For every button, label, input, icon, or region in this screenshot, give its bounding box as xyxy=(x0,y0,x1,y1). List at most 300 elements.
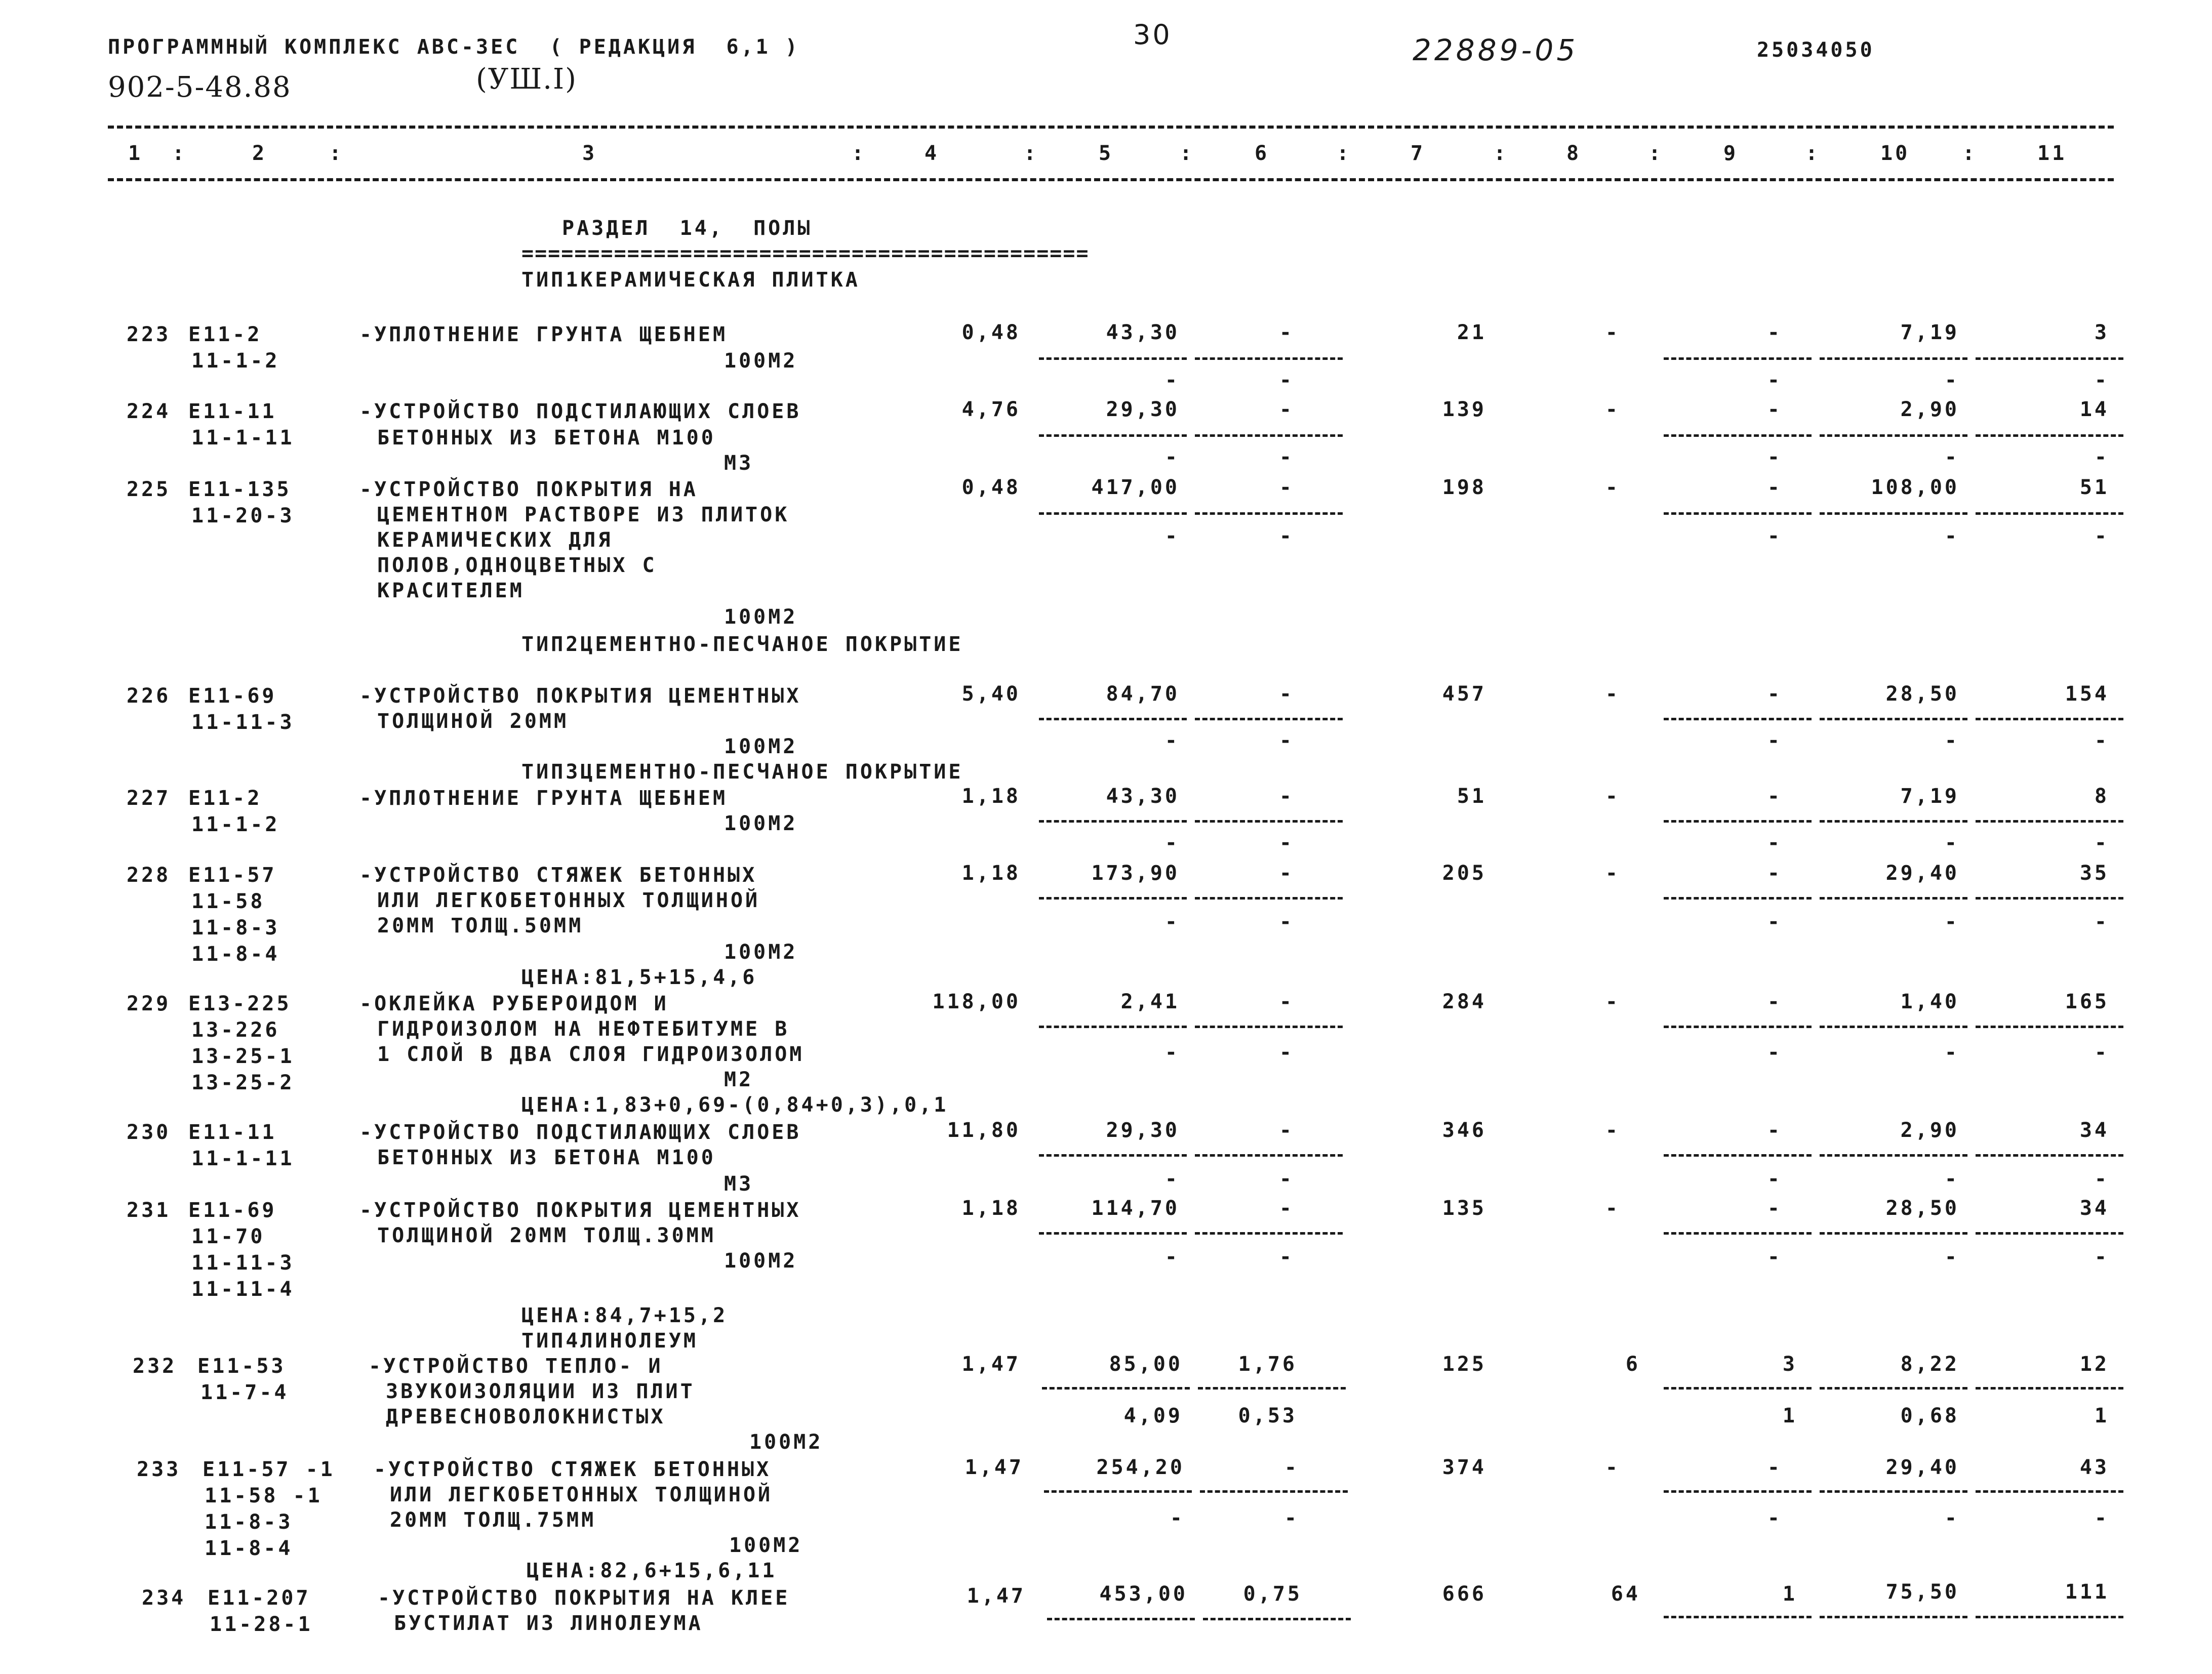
divider xyxy=(1039,820,1187,823)
divider xyxy=(1820,1490,1967,1493)
col-header-2: 2 xyxy=(252,142,267,165)
row-description: -УСТРОЙСТВО ТЕПЛО- И xyxy=(369,1355,663,1378)
row-description: ЗВУКОИЗОЛЯЦИИ ИЗ ПЛИТ xyxy=(386,1380,695,1403)
row-number: 227 xyxy=(127,787,171,810)
row-description: 20ММ ТОЛЩ.50ММ xyxy=(377,914,584,937)
row-c9: - xyxy=(1767,398,1782,421)
row-code: 11-7-4 xyxy=(200,1381,289,1404)
row-quantity: 1,18 xyxy=(961,785,1021,808)
row-sub-c6: - xyxy=(1279,729,1294,752)
divider xyxy=(1976,718,2123,720)
row-c11: 165 xyxy=(2065,990,2109,1013)
row-sub-c5: - xyxy=(1164,729,1180,752)
row-c8: - xyxy=(1605,1197,1620,1220)
row-code: 11-70 xyxy=(191,1225,265,1248)
row-description: БУСТИЛАТ ИЗ ЛИНОЛЕУМА xyxy=(394,1612,703,1635)
row-sub-c10: - xyxy=(1944,831,1959,854)
row-c6: 0,75 xyxy=(1243,1582,1302,1606)
row-code: 11-1-11 xyxy=(191,1147,295,1170)
row-sub-c11: 1 xyxy=(2094,1404,2109,1427)
row-code: 11-11-3 xyxy=(191,711,295,734)
row-description: БЕТОННЫХ ИЗ БЕТОНА М100 xyxy=(377,426,716,450)
divider xyxy=(1664,357,1812,360)
row-sub-c11: - xyxy=(2094,524,2109,548)
row-sub-c9: - xyxy=(1767,910,1782,933)
row-c6: 1,76 xyxy=(1238,1353,1297,1376)
row-c10: 75,50 xyxy=(1885,1580,1959,1604)
row-description: 1 СЛОЙ В ДВА СЛОЯ ГИДРОИЗОЛОМ xyxy=(377,1043,805,1066)
row-sub-c6: - xyxy=(1279,524,1294,548)
row-c6: - xyxy=(1279,1197,1294,1220)
divider xyxy=(1200,1490,1348,1493)
row-c10: 1,40 xyxy=(1900,990,1959,1013)
row-unit: 100М2 xyxy=(724,735,798,758)
col-header-10: 10 xyxy=(1880,142,1910,165)
row-c7: 374 xyxy=(1442,1456,1486,1479)
row-c9: - xyxy=(1767,990,1782,1013)
row-c5: 254,20 xyxy=(1096,1456,1185,1479)
row-c6: - xyxy=(1279,1119,1294,1142)
row-c5: 29,30 xyxy=(1106,398,1180,421)
row-sub-c11: - xyxy=(2094,1506,2109,1530)
row-c7: 135 xyxy=(1442,1197,1486,1220)
row-code: 11-28-1 xyxy=(210,1613,313,1636)
row-number: 228 xyxy=(127,864,171,887)
row-unit: 100М2 xyxy=(724,349,798,373)
row-code: 11-1-2 xyxy=(191,813,280,836)
row-c9: - xyxy=(1767,321,1782,344)
row-sub-c9: 1 xyxy=(1782,1404,1797,1427)
row-c5: 29,30 xyxy=(1106,1119,1180,1142)
row-quantity: 4,76 xyxy=(961,398,1021,421)
row-description: ТОЛЩИНОЙ 20ММ xyxy=(377,710,569,733)
row-quantity: 1,47 xyxy=(964,1456,1024,1479)
row-c8: - xyxy=(1605,1456,1620,1479)
divider xyxy=(1976,820,2123,823)
row-c7: 125 xyxy=(1442,1353,1486,1376)
project-number: 902-5-48.88 xyxy=(108,71,292,104)
row-number: 223 xyxy=(127,323,171,346)
row-quantity: 0,48 xyxy=(961,476,1021,499)
row-c10: 29,40 xyxy=(1885,862,1959,885)
divider xyxy=(1976,1387,2123,1390)
divider xyxy=(1039,512,1187,515)
row-c5: 2,41 xyxy=(1120,990,1180,1013)
section-underline: =========================================== xyxy=(521,242,1090,265)
row-c7: 205 xyxy=(1442,862,1486,885)
row-c6: - xyxy=(1279,682,1294,706)
row-c10: 7,19 xyxy=(1900,321,1959,344)
col-sep: : xyxy=(1337,142,1352,165)
divider xyxy=(1195,897,1343,900)
row-c11: 51 xyxy=(2079,476,2109,499)
row-sub-c10: - xyxy=(1944,1041,1959,1064)
volume-label: (УШ.I) xyxy=(476,63,577,96)
row-unit: М2 xyxy=(724,1068,754,1091)
row-sub-c6: - xyxy=(1279,1245,1294,1269)
row-code: 11-11-4 xyxy=(191,1278,295,1301)
row-code: 13-25-2 xyxy=(191,1071,295,1094)
row-sub-c9: - xyxy=(1767,831,1782,854)
header-rule-top xyxy=(108,126,2114,129)
row-unit: 100М2 xyxy=(749,1431,823,1454)
row-description: ИЛИ ЛЕГКОБЕТОННЫХ ТОЛЩИНОЙ xyxy=(390,1483,773,1506)
row-unit: М3 xyxy=(724,452,754,475)
row-c8: - xyxy=(1605,862,1620,885)
row-c11: 8 xyxy=(2094,785,2109,808)
row-sub-c5: - xyxy=(1164,445,1180,469)
type-heading: ТИП4ЛИНОЛЕУМ xyxy=(521,1329,698,1353)
divider xyxy=(1820,357,1967,360)
col-sep: : xyxy=(172,142,187,165)
row-description: -УСТРОЙСТВО СТЯЖЕК БЕТОННЫХ xyxy=(359,864,757,887)
row-c11: 111 xyxy=(2065,1580,2109,1604)
row-unit: М3 xyxy=(724,1172,754,1196)
row-code: 13-25-1 xyxy=(191,1045,295,1068)
type-heading: ТИП1КЕРАМИЧЕСКАЯ ПЛИТКА xyxy=(521,268,860,292)
row-code: Е13-225 xyxy=(188,992,292,1015)
row-c8: - xyxy=(1605,682,1620,706)
row-description: КЕРАМИЧЕСКИХ ДЛЯ xyxy=(377,528,613,552)
row-code: Е11-135 xyxy=(188,478,292,501)
row-sub-c10: - xyxy=(1944,445,1959,469)
row-sub-c6: - xyxy=(1279,831,1294,854)
divider xyxy=(1820,1387,1967,1390)
row-unit: 100М2 xyxy=(724,812,798,835)
row-description: -УСТРОЙСТВО ПОДСТИЛАЮЩИХ СЛОЕВ xyxy=(359,1121,801,1144)
row-number: 226 xyxy=(127,684,171,708)
row-code: Е11-69 xyxy=(188,1199,277,1222)
row-sub-c9: - xyxy=(1767,1041,1782,1064)
divider xyxy=(1976,1232,2123,1235)
divider xyxy=(1039,1026,1187,1028)
col-sep: : xyxy=(1180,142,1195,165)
row-sub-c6: - xyxy=(1279,1167,1294,1191)
row-code: 11-58 xyxy=(191,890,265,913)
price-formula: ЦЕНА:82,6+15,6,11 xyxy=(527,1559,777,1582)
divider xyxy=(1820,1232,1967,1235)
row-sub-c9: - xyxy=(1767,1245,1782,1269)
divider xyxy=(1039,1232,1187,1235)
row-sub-c10: 0,68 xyxy=(1900,1404,1959,1427)
row-quantity: 1,47 xyxy=(967,1584,1026,1608)
row-code: 11-8-3 xyxy=(191,916,280,940)
row-description: БЕТОННЫХ ИЗ БЕТОНА М100 xyxy=(377,1146,716,1169)
row-code: 13-226 xyxy=(191,1018,280,1042)
row-c9: - xyxy=(1767,862,1782,885)
divider xyxy=(1820,1026,1967,1028)
row-code: Е11-207 xyxy=(208,1586,311,1610)
divider xyxy=(1195,1026,1343,1028)
row-description: ДРЕВЕСНОВОЛОКНИСТЫХ xyxy=(386,1405,666,1428)
document-code: 25034050 xyxy=(1757,38,1875,62)
row-code: Е11-57 xyxy=(188,864,277,887)
row-c10: 2,90 xyxy=(1900,398,1959,421)
row-code: Е11-2 xyxy=(188,787,262,810)
row-sub-c9: - xyxy=(1767,1167,1782,1191)
row-c9: 1 xyxy=(1782,1582,1797,1606)
row-c7: 139 xyxy=(1442,398,1486,421)
row-description: 20ММ ТОЛЩ.75ММ xyxy=(390,1508,596,1532)
row-code: 11-8-3 xyxy=(205,1510,293,1534)
row-description: -УПЛОТНЕНИЕ ГРУНТА ЩЕБНЕМ xyxy=(359,787,728,810)
row-sub-c5: 4,09 xyxy=(1123,1404,1183,1427)
row-number: 232 xyxy=(133,1355,177,1378)
row-c8: - xyxy=(1605,321,1620,344)
row-quantity: 1,47 xyxy=(961,1353,1021,1376)
row-c11: 35 xyxy=(2079,862,2109,885)
col-header-4: 4 xyxy=(924,142,940,165)
row-sub-c5: - xyxy=(1164,369,1180,392)
col-sep: : xyxy=(1805,142,1821,165)
row-sub-c10: - xyxy=(1944,1245,1959,1269)
col-sep: : xyxy=(1648,142,1664,165)
row-c6: - xyxy=(1279,990,1294,1013)
divider xyxy=(1820,434,1967,437)
divider xyxy=(1195,1232,1343,1235)
divider xyxy=(1976,1154,2123,1157)
row-c10: 28,50 xyxy=(1885,682,1959,706)
row-c8: - xyxy=(1605,398,1620,421)
row-sub-c5: - xyxy=(1164,1167,1180,1191)
row-sub-c10: - xyxy=(1944,369,1959,392)
row-c5: 453,00 xyxy=(1099,1582,1188,1606)
col-sep: : xyxy=(852,142,867,165)
row-c6: - xyxy=(1279,862,1294,885)
row-c9: - xyxy=(1767,476,1782,499)
row-quantity: 11,80 xyxy=(947,1119,1021,1142)
row-c11: 34 xyxy=(2079,1119,2109,1142)
divider xyxy=(1820,1616,1967,1618)
col-header-9: 9 xyxy=(1723,142,1739,165)
row-c8: - xyxy=(1605,785,1620,808)
row-code: Е11-57 -1 xyxy=(203,1458,335,1481)
row-c7: 666 xyxy=(1442,1582,1486,1606)
row-sub-c9: - xyxy=(1767,445,1782,469)
row-quantity: 1,18 xyxy=(961,1197,1021,1220)
divider xyxy=(1047,1618,1195,1620)
divider xyxy=(1195,512,1343,515)
row-sub-c11: - xyxy=(2094,910,2109,933)
row-sub-c11: - xyxy=(2094,729,2109,752)
row-c5: 173,90 xyxy=(1091,862,1180,885)
divider xyxy=(1976,512,2123,515)
row-code: 11-1-2 xyxy=(191,349,280,373)
row-c9: - xyxy=(1767,1119,1782,1142)
divider xyxy=(1820,512,1967,515)
row-description: -УСТРОЙСТВО ПОКРЫТИЯ ЦЕМЕНТНЫХ xyxy=(359,1199,801,1222)
row-c10: 29,40 xyxy=(1885,1456,1959,1479)
row-c6: - xyxy=(1284,1456,1299,1479)
row-c11: 154 xyxy=(2065,682,2109,706)
col-header-3: 3 xyxy=(582,142,597,165)
row-code: Е11-53 xyxy=(197,1355,286,1378)
row-sub-c9: - xyxy=(1767,524,1782,548)
row-number: 230 xyxy=(127,1121,171,1144)
divider xyxy=(1664,1232,1812,1235)
row-c11: 3 xyxy=(2094,321,2109,344)
row-number: 229 xyxy=(127,992,171,1015)
divider xyxy=(1664,1616,1812,1618)
row-unit: 100М2 xyxy=(729,1534,803,1557)
row-c9: - xyxy=(1767,785,1782,808)
row-c7: 198 xyxy=(1442,476,1486,499)
row-unit: 100М2 xyxy=(724,605,798,629)
row-code: Е11-11 xyxy=(188,1121,277,1144)
row-description: КРАСИТЕЛЕМ xyxy=(377,579,525,602)
row-c6: - xyxy=(1279,785,1294,808)
row-unit: 100М2 xyxy=(724,1249,798,1273)
row-code: 11-58 -1 xyxy=(205,1484,323,1507)
row-c10: 7,19 xyxy=(1900,785,1959,808)
row-c11: 34 xyxy=(2079,1197,2109,1220)
divider xyxy=(1039,434,1187,437)
row-c6: - xyxy=(1279,476,1294,499)
row-c7: 457 xyxy=(1442,682,1486,706)
row-sub-c10: - xyxy=(1944,524,1959,548)
row-sub-c5: - xyxy=(1164,1245,1180,1269)
page-number: 30 xyxy=(1133,19,1172,51)
divider xyxy=(1820,718,1967,720)
row-sub-c9: - xyxy=(1767,1506,1782,1530)
row-sub-c11: - xyxy=(2094,369,2109,392)
divider xyxy=(1195,1154,1343,1157)
row-c9: - xyxy=(1767,1197,1782,1220)
row-c11: 43 xyxy=(2079,1456,2109,1479)
row-code: 11-8-4 xyxy=(191,943,280,966)
divider xyxy=(1664,718,1812,720)
row-c11: 12 xyxy=(2079,1353,2109,1376)
row-number: 233 xyxy=(137,1458,181,1481)
row-sub-c11: - xyxy=(2094,1245,2109,1269)
header-rule-bottom xyxy=(108,178,2114,181)
row-code: 11-20-3 xyxy=(191,504,295,527)
row-code: 11-11-3 xyxy=(191,1251,295,1275)
row-number: 234 xyxy=(142,1586,186,1610)
row-sub-c11: - xyxy=(2094,1041,2109,1064)
divider xyxy=(1042,1387,1190,1390)
divider xyxy=(1664,1490,1812,1493)
col-sep: : xyxy=(1962,142,1978,165)
row-c10: 108,00 xyxy=(1871,476,1959,499)
divider xyxy=(1664,1387,1812,1390)
divider xyxy=(1039,897,1187,900)
row-c11: 14 xyxy=(2079,398,2109,421)
row-code: Е11-69 xyxy=(188,684,277,708)
row-sub-c5: - xyxy=(1164,524,1180,548)
col-header-11: 11 xyxy=(2037,142,2067,165)
row-c5: 417,00 xyxy=(1091,476,1180,499)
divider xyxy=(1195,820,1343,823)
row-number: 225 xyxy=(127,478,171,501)
row-description: -УСТРОЙСТВО ПОКРЫТИЯ НА КЛЕЕ xyxy=(378,1586,790,1610)
row-sub-c5: - xyxy=(1164,1041,1180,1064)
document-number: 22889-05 xyxy=(1413,33,1579,67)
col-header-8: 8 xyxy=(1566,142,1582,165)
divider xyxy=(1039,357,1187,360)
row-c10: 8,22 xyxy=(1900,1353,1959,1376)
row-description: ПОЛОВ,ОДНОЦВЕТНЫХ С xyxy=(377,554,657,577)
row-quantity: 5,40 xyxy=(961,682,1021,706)
row-number: 231 xyxy=(127,1199,171,1222)
divider xyxy=(1664,820,1812,823)
row-sub-c10: - xyxy=(1944,729,1959,752)
row-c8: 64 xyxy=(1611,1582,1640,1606)
row-c6: - xyxy=(1279,321,1294,344)
row-c9: 3 xyxy=(1782,1353,1797,1376)
col-sep: : xyxy=(1024,142,1039,165)
row-code: 11-1-11 xyxy=(191,426,295,450)
price-formula: ЦЕНА:1,83+0,69-(0,84+0,3),0,1 xyxy=(521,1093,949,1117)
row-number: 224 xyxy=(127,400,171,423)
col-header-1: 1 xyxy=(128,142,143,165)
row-code: Е11-2 xyxy=(188,323,262,346)
row-description: ЦЕМЕНТНОМ РАСТВОРЕ ИЗ ПЛИТОК xyxy=(377,503,790,526)
row-c5: 85,00 xyxy=(1109,1353,1183,1376)
row-sub-c6: - xyxy=(1279,369,1294,392)
row-sub-c5: - xyxy=(1164,831,1180,854)
col-header-7: 7 xyxy=(1411,142,1426,165)
price-formula: ЦЕНА:81,5+15,4,6 xyxy=(521,966,757,989)
row-c7: 21 xyxy=(1457,321,1486,344)
row-quantity: 118,00 xyxy=(932,990,1021,1013)
row-c8: - xyxy=(1605,990,1620,1013)
row-c5: 84,70 xyxy=(1106,682,1180,706)
row-sub-c6: - xyxy=(1279,910,1294,933)
divider xyxy=(1664,1026,1812,1028)
row-sub-c10: - xyxy=(1944,1506,1959,1530)
row-sub-c5: - xyxy=(1164,910,1180,933)
row-description: ИЛИ ЛЕГКОБЕТОННЫХ ТОЛЩИНОЙ xyxy=(377,889,760,912)
row-sub-c6: - xyxy=(1279,1041,1294,1064)
type-heading: ТИП2ЦЕМЕНТНО-ПЕСЧАНОЕ ПОКРЫТИЕ xyxy=(521,633,963,656)
row-quantity: 0,48 xyxy=(961,321,1021,344)
price-formula: ЦЕНА:84,7+15,2 xyxy=(521,1304,728,1327)
row-c8: 6 xyxy=(1625,1353,1640,1376)
divider xyxy=(1203,1618,1351,1620)
row-sub-c11: - xyxy=(2094,831,2109,854)
row-description: -ОКЛЕЙКА РУБЕРОИДОМ И xyxy=(359,992,669,1015)
row-c10: 2,90 xyxy=(1900,1119,1959,1142)
row-description: -УСТРОЙСТВО ПОКРЫТИЯ НА xyxy=(359,478,698,501)
row-c8: - xyxy=(1605,1119,1620,1142)
divider xyxy=(1195,718,1343,720)
program-title: ПРОГРАММНЫЙ КОМПЛЕКС АВС-3ЕС ( РЕДАКЦИЯ 6,1 ) xyxy=(108,35,800,59)
divider xyxy=(1976,434,2123,437)
divider xyxy=(1820,1154,1967,1157)
col-sep: : xyxy=(1494,142,1509,165)
row-code: Е11-11 xyxy=(188,400,277,423)
divider xyxy=(1039,718,1187,720)
row-c7: 284 xyxy=(1442,990,1486,1013)
row-c7: 346 xyxy=(1442,1119,1486,1142)
divider xyxy=(1664,512,1812,515)
divider xyxy=(1195,434,1343,437)
row-description: ТОЛЩИНОЙ 20ММ ТОЛЩ.30ММ xyxy=(377,1224,716,1247)
row-quantity: 1,18 xyxy=(961,862,1021,885)
divider xyxy=(1820,897,1967,900)
row-c6: - xyxy=(1279,398,1294,421)
row-sub-c10: - xyxy=(1944,910,1959,933)
divider xyxy=(1976,1490,2123,1493)
divider xyxy=(1664,897,1812,900)
row-sub-c6: 0,53 xyxy=(1238,1404,1297,1427)
divider xyxy=(1039,1154,1187,1157)
divider xyxy=(1198,1387,1346,1390)
row-c5: 43,30 xyxy=(1106,321,1180,344)
type-heading: ТИП3ЦЕМЕНТНО-ПЕСЧАНОЕ ПОКРЫТИЕ xyxy=(521,760,963,784)
row-c8: - xyxy=(1605,476,1620,499)
